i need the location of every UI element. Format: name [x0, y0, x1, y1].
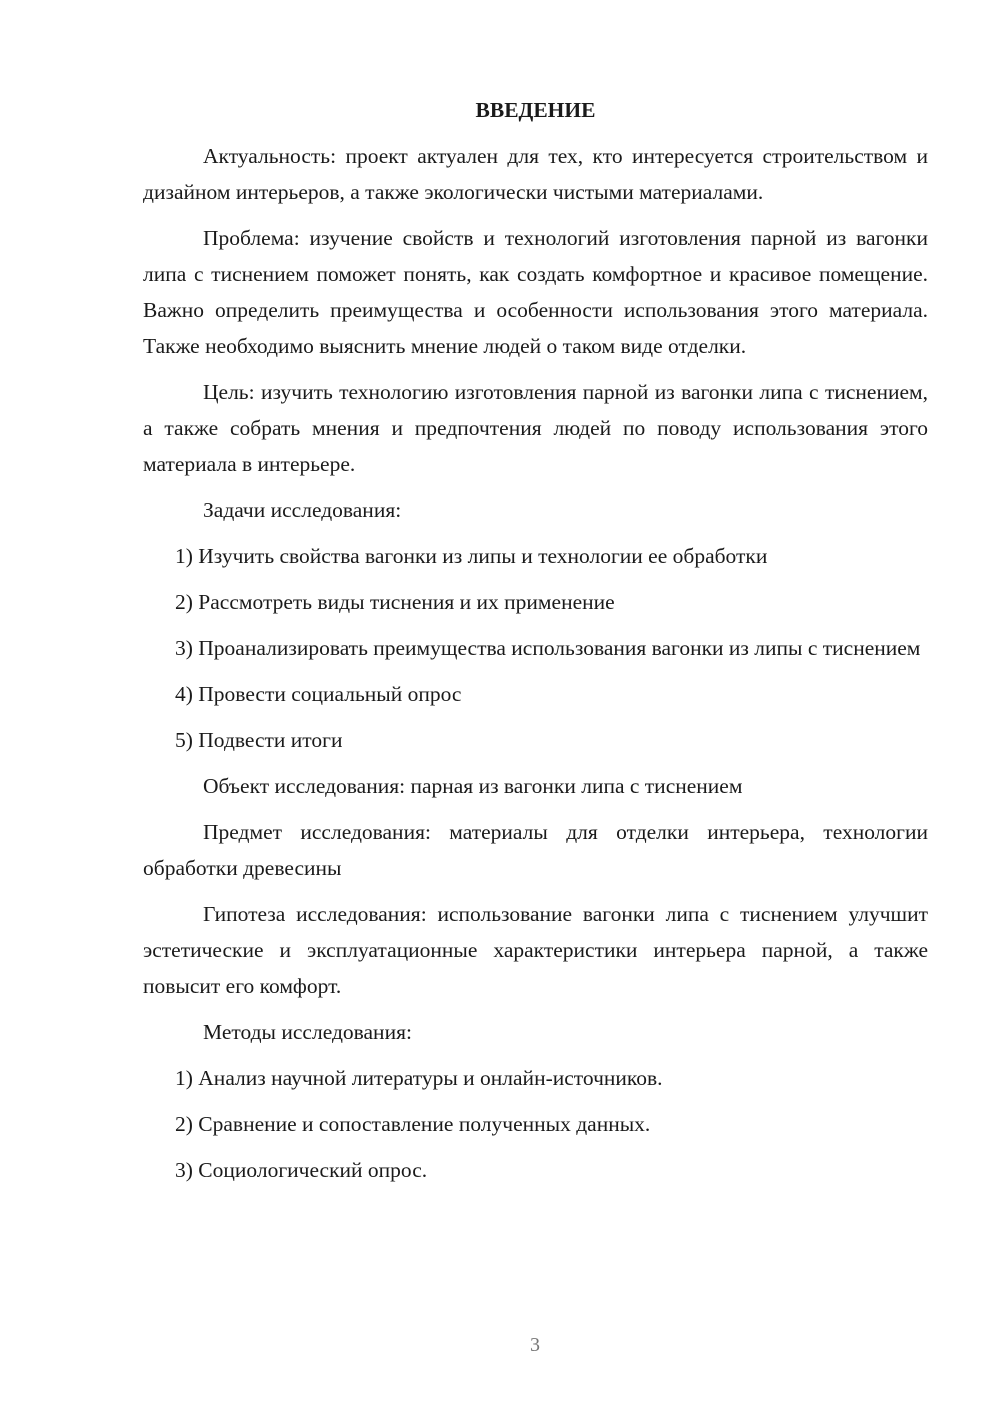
method-item: 3) Социологический опрос. — [175, 1158, 428, 1182]
task-item: 2) Рассмотреть виды тиснения и их применение — [175, 590, 615, 614]
method-item: 1) Анализ научной литературы и онлайн-источников. — [175, 1066, 663, 1090]
goal-paragraph: Цель: изучить технологию изготовления парной из вагонки липа с тиснением, а также собрать мнения и предпочтения людей по поводу использования этого материала в интерьере. — [143, 380, 928, 476]
object-paragraph: Объект исследования: парная из вагонки липа с тиснением — [203, 774, 743, 798]
task-item: 1) Изучить свойства вагонки из липы и технологии ее обработки — [175, 544, 768, 568]
relevance-paragraph: Актуальность: проект актуален для тех, кто интересуется строительством и дизайном интерьеров, а также экологически чистыми материалами. — [143, 144, 928, 204]
problem-paragraph: Проблема: изучение свойств и технологий изготовления парной из вагонки липа с тиснением поможет понять, как создать комфортное и красивое помещение. Важно определить преимущества и особенности использования этого материала. Также необходимо выяснить мнение людей о таком виде отделки. — [143, 226, 928, 358]
method-item: 2) Сравнение и сопоставление полученных данных. — [175, 1112, 651, 1136]
subject-paragraph: Предмет исследования: материалы для отделки интерьера, технологии обработки древесины — [143, 820, 928, 880]
hypothesis-paragraph: Гипотеза исследования: использование вагонки липа с тиснением улучшит эстетические и эксплуатационные характеристики интерьера парной, а также повысит его комфорт. — [143, 902, 928, 998]
task-item: 4) Провести социальный опрос — [175, 682, 462, 706]
methods-title: Методы исследования: — [203, 1020, 412, 1044]
page-title: ВВЕДЕНИЕ — [475, 98, 596, 122]
task-item: 3) Проанализировать преимущества использования вагонки из липы с тиснением — [175, 636, 921, 660]
page-number: 3 — [530, 1334, 540, 1356]
tasks-title: Задачи исследования: — [203, 498, 402, 522]
document-page — [143, 92, 928, 1198]
task-item: 5) Подвести итоги — [175, 728, 343, 752]
